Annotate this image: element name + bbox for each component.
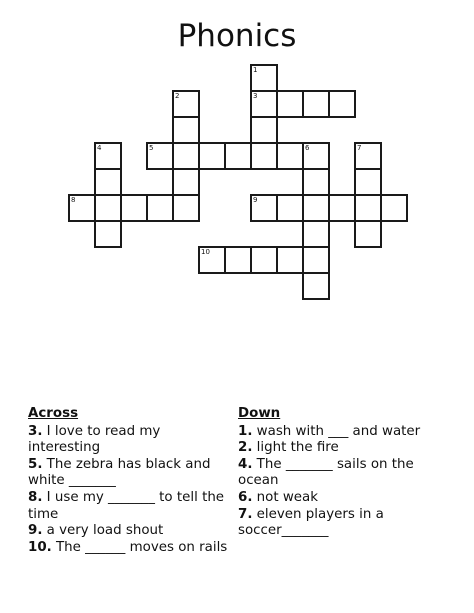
- clue-across: [28, 424, 228, 457]
- clue-down: [238, 457, 438, 490]
- crossword-cell[interactable]: [146, 142, 174, 170]
- crossword-cell[interactable]: [276, 194, 304, 222]
- cell-number: 9: [253, 196, 258, 204]
- crossword-cell[interactable]: [276, 142, 304, 170]
- crossword-cell[interactable]: [94, 142, 122, 170]
- crossword-cell[interactable]: [172, 142, 200, 170]
- clue-text: I love to read my interesting: [28, 423, 161, 456]
- crossword-cell[interactable]: [250, 90, 278, 118]
- cell-number: 10: [201, 248, 210, 256]
- crossword-cell[interactable]: [94, 194, 122, 222]
- clue-text: The ______ moves on rails: [56, 539, 228, 555]
- crossword-cell[interactable]: [302, 246, 330, 274]
- down-clues: [238, 406, 438, 540]
- crossword-cell[interactable]: [198, 142, 226, 170]
- crossword-cell[interactable]: [302, 142, 330, 170]
- crossword-cell[interactable]: [172, 168, 200, 196]
- clue-number: 9.: [28, 523, 43, 539]
- clue-across: [28, 457, 228, 490]
- across-heading: Across: [28, 406, 79, 421]
- clue-number: 8.: [28, 489, 43, 505]
- clue-text: The zebra has black and white _______: [28, 456, 211, 489]
- clue-text: wash with ___ and water: [256, 423, 421, 439]
- clue-text: light the fire: [256, 440, 339, 456]
- cell-number: 7: [357, 144, 362, 152]
- clue-across: [28, 540, 228, 557]
- crossword-cell[interactable]: [354, 194, 382, 222]
- cell-number: 3: [253, 92, 258, 100]
- crossword-cell[interactable]: [172, 90, 200, 118]
- clue-text: I use my _______ to tell the time: [28, 489, 225, 522]
- crossword-cell[interactable]: [94, 168, 122, 196]
- clue-number: 1.: [238, 423, 253, 439]
- clue-text: a very load shout: [46, 523, 164, 539]
- crossword-cell[interactable]: [276, 246, 304, 274]
- crossword-cell[interactable]: [354, 220, 382, 248]
- crossword-cell[interactable]: [354, 168, 382, 196]
- cell-number: 2: [175, 92, 180, 100]
- crossword-cell[interactable]: [68, 194, 96, 222]
- clue-down: [238, 490, 438, 507]
- crossword-cell[interactable]: [328, 194, 356, 222]
- crossword-cell[interactable]: [328, 90, 356, 118]
- cell-number: 1: [253, 66, 258, 74]
- clue-number: 6.: [238, 489, 253, 505]
- clue-number: 4.: [238, 456, 253, 472]
- clue-number: 2.: [238, 440, 253, 456]
- crossword-cell[interactable]: [224, 142, 252, 170]
- clue-text: eleven players in a soccer_______: [238, 506, 384, 539]
- crossword-cell[interactable]: [250, 194, 278, 222]
- crossword-cell[interactable]: [146, 194, 174, 222]
- cell-number: 5: [149, 144, 154, 152]
- crossword-cell[interactable]: [302, 168, 330, 196]
- crossword-cell[interactable]: [120, 194, 148, 222]
- crossword-cell[interactable]: [380, 194, 408, 222]
- across-clues: [28, 406, 228, 556]
- cell-number: 6: [305, 144, 310, 152]
- crossword-cell[interactable]: [250, 142, 278, 170]
- crossword-cell[interactable]: [250, 246, 278, 274]
- crossword-cell[interactable]: [302, 194, 330, 222]
- page-title: Phonics: [177, 18, 297, 54]
- crossword-cell[interactable]: [302, 90, 330, 118]
- clue-number: 5.: [28, 456, 43, 472]
- clue-text: The _______ sails on the ocean: [238, 456, 414, 489]
- clue-down: [238, 424, 438, 441]
- clue-number: 3.: [28, 423, 43, 439]
- crossword-cell[interactable]: [302, 272, 330, 300]
- crossword-cell[interactable]: [172, 116, 200, 144]
- crossword-cell[interactable]: [250, 116, 278, 144]
- crossword-cell[interactable]: [198, 246, 226, 274]
- crossword-cell[interactable]: [250, 64, 278, 92]
- cell-number: 4: [97, 144, 102, 152]
- crossword-cell[interactable]: [172, 194, 200, 222]
- clue-text: not weak: [256, 489, 319, 505]
- clue-down: [238, 440, 438, 457]
- down-heading: Down: [238, 406, 281, 421]
- clue-number: 10.: [28, 539, 52, 555]
- crossword-cell[interactable]: [276, 90, 304, 118]
- crossword-cell[interactable]: [302, 220, 330, 248]
- crossword-cell[interactable]: [224, 246, 252, 274]
- clue-across: [28, 523, 228, 540]
- crossword-cell[interactable]: [354, 142, 382, 170]
- cell-number: 8: [71, 196, 76, 204]
- crossword-cell[interactable]: [94, 220, 122, 248]
- clue-number: 7.: [238, 506, 253, 522]
- clue-down: [238, 507, 438, 540]
- clue-across: [28, 490, 228, 523]
